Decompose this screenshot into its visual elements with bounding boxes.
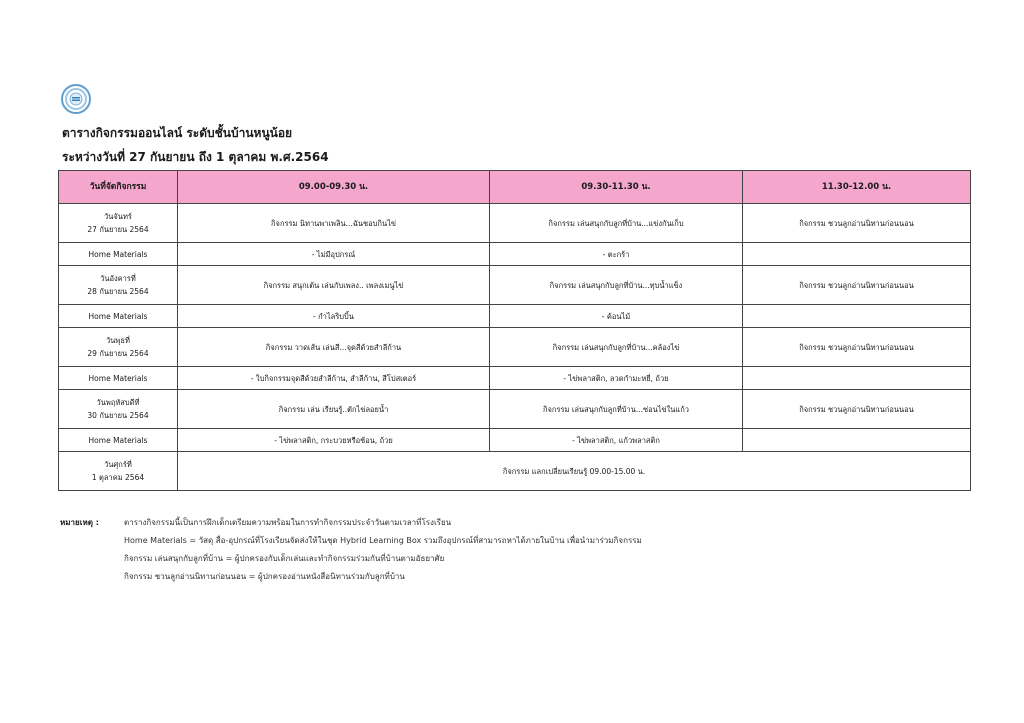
- day-date: 29 กันยายน 2564: [87, 349, 149, 358]
- notes-label: หมายเหตุ :: [60, 518, 99, 527]
- activity-cell: กิจกรรม ชวนลูกอ่านนิทานก่อนนอน: [743, 328, 971, 367]
- activity-cell: กิจกรรม ชวนลูกอ่านนิทานก่อนนอน: [743, 266, 971, 305]
- day-date: 1 ตุลาคม 2564: [91, 473, 145, 482]
- header-slot-2: 09.30-11.30 น.: [490, 171, 743, 204]
- materials-label: Home Materials: [59, 429, 178, 452]
- note-line: ตารางกิจกรรมนี้เป็นการฝึกเด็กเตรียมความพร้อมในการทำกิจกรรมประจำวันตามเวลาที่โรงเรียน: [124, 518, 452, 527]
- day-date: 27 กันยายน 2564: [87, 225, 149, 234]
- table-row: [59, 429, 971, 452]
- activity-cell: กิจกรรม เล่น เรียนรู้..ตักไข่ลอยน้ำ: [178, 390, 490, 429]
- materials-cell: - ค้อนไม้: [490, 305, 743, 328]
- activity-cell: กิจกรรม เล่นสนุกกับลูกที่บ้าน...แข่งกันเก็บ: [490, 204, 743, 243]
- table-header-row: [59, 171, 971, 204]
- day-cell: [59, 204, 178, 243]
- page-subtitle: ระหว่างวันที่ 27 กันยายน ถึง 1 ตุลาคม พ.ศ.2564: [62, 150, 329, 164]
- notes-lines: [124, 514, 642, 586]
- materials-cell: - ไข่พลาสติก, กระบวยหรือช้อน, ถ้วย: [178, 429, 490, 452]
- activity-cell: กิจกรรม ชวนลูกอ่านนิทานก่อนนอน: [743, 204, 971, 243]
- activity-cell: กิจกรรม เล่นสนุกกับลูกที่บ้าน...คล้องไข่: [490, 328, 743, 367]
- materials-cell: - ตะกร้า: [490, 243, 743, 266]
- activity-cell: กิจกรรม วาดเส้น เล่นสี...จุดสีด้วยสำลีก้าน: [178, 328, 490, 367]
- table-row: [59, 243, 971, 266]
- materials-cell: - ไม่มีอุปกรณ์: [178, 243, 490, 266]
- day-name: วันศุกร์ที่: [104, 460, 132, 469]
- materials-cell: - ไข่พลาสติก, แก้วพลาสติก: [490, 429, 743, 452]
- header-slot-1: 09.00-09.30 น.: [178, 171, 490, 204]
- table-row: [59, 305, 971, 328]
- table-row: [59, 204, 971, 243]
- materials-cell: - ใบกิจกรรมจุดสีด้วยสำลีก้าน, สำลีก้าน, สีโปสเตอร์: [178, 367, 490, 390]
- materials-label: Home Materials: [59, 367, 178, 390]
- materials-cell: [743, 367, 971, 390]
- materials-cell: [743, 243, 971, 266]
- table-row: [59, 328, 971, 367]
- materials-cell: - กำไลริบบิ้น: [178, 305, 490, 328]
- note-line: Home Materials = วัสดุ สื่อ-อุปกรณ์ที่โรงเรียนจัดส่งให้ในชุด Hybrid Learning Box รวมถึงอุปกรณ์ที่สามารถหาได้ภายในบ้าน เพื่อนำมาร่วมกิจกรรม: [124, 536, 642, 545]
- day-name: วันพุธที่: [106, 336, 130, 345]
- page-title: ตารางกิจกรรมออนไลน์ ระดับชั้นบ้านหนูน้อย: [62, 126, 293, 140]
- activity-cell: กิจกรรม สนุกเต้น เล่นกับเพลง.. เพลงเมนูไข่: [178, 266, 490, 305]
- table-row: [59, 266, 971, 305]
- day-date: 28 กันยายน 2564: [87, 287, 149, 296]
- note-line: กิจกรรม ชวนลูกอ่านนิทานก่อนนอน = ผู้ปกครองอ่านหนังสือนิทานร่วมกับลูกที่บ้าน: [124, 572, 405, 581]
- materials-cell: [743, 305, 971, 328]
- materials-label: Home Materials: [59, 305, 178, 328]
- day-cell: [59, 452, 178, 491]
- school-emblem-icon: [61, 84, 91, 114]
- day-date: 30 กันยายน 2564: [87, 411, 149, 420]
- day-name: วันอังคารที่: [100, 274, 136, 283]
- day-name: วันพฤหัสบดีที่: [96, 398, 140, 407]
- schedule-table: [58, 170, 971, 491]
- materials-cell: [743, 429, 971, 452]
- table-row: [59, 367, 971, 390]
- day-cell: [59, 266, 178, 305]
- note-line: กิจกรรม เล่นสนุกกับลูกที่บ้าน = ผู้ปกครองกับเด็กเล่นและทำกิจกรรมร่วมกันที่บ้านตามอัธยาศัย: [124, 554, 445, 563]
- table-row: [59, 452, 971, 491]
- header-slot-3: 11.30-12.00 น.: [743, 171, 971, 204]
- table-row: [59, 390, 971, 429]
- day-cell: [59, 390, 178, 429]
- activity-cell: กิจกรรม เล่นสนุกกับลูกที่บ้าน...ทุบน้ำแข็ง: [490, 266, 743, 305]
- day-name: วันจันทร์: [104, 212, 132, 221]
- activity-cell: กิจกรรม นิทานพาเพลิน...ฉันชอบกินไข่: [178, 204, 490, 243]
- materials-cell: - ไข่พลาสติก, ลวดกำมะหยี่, ถ้วย: [490, 367, 743, 390]
- header-date: วันที่จัดกิจกรรม: [59, 171, 178, 204]
- day-cell: [59, 328, 178, 367]
- activity-cell: กิจกรรม เล่นสนุกกับลูกที่บ้าน...ซ่อนไข่ในแก้ว: [490, 390, 743, 429]
- materials-label: Home Materials: [59, 243, 178, 266]
- activity-cell: กิจกรรม ชวนลูกอ่านนิทานก่อนนอน: [743, 390, 971, 429]
- activity-cell-merged: กิจกรรม แลกเปลี่ยนเรียนรู้ 09.00-15.00 น.: [178, 452, 971, 491]
